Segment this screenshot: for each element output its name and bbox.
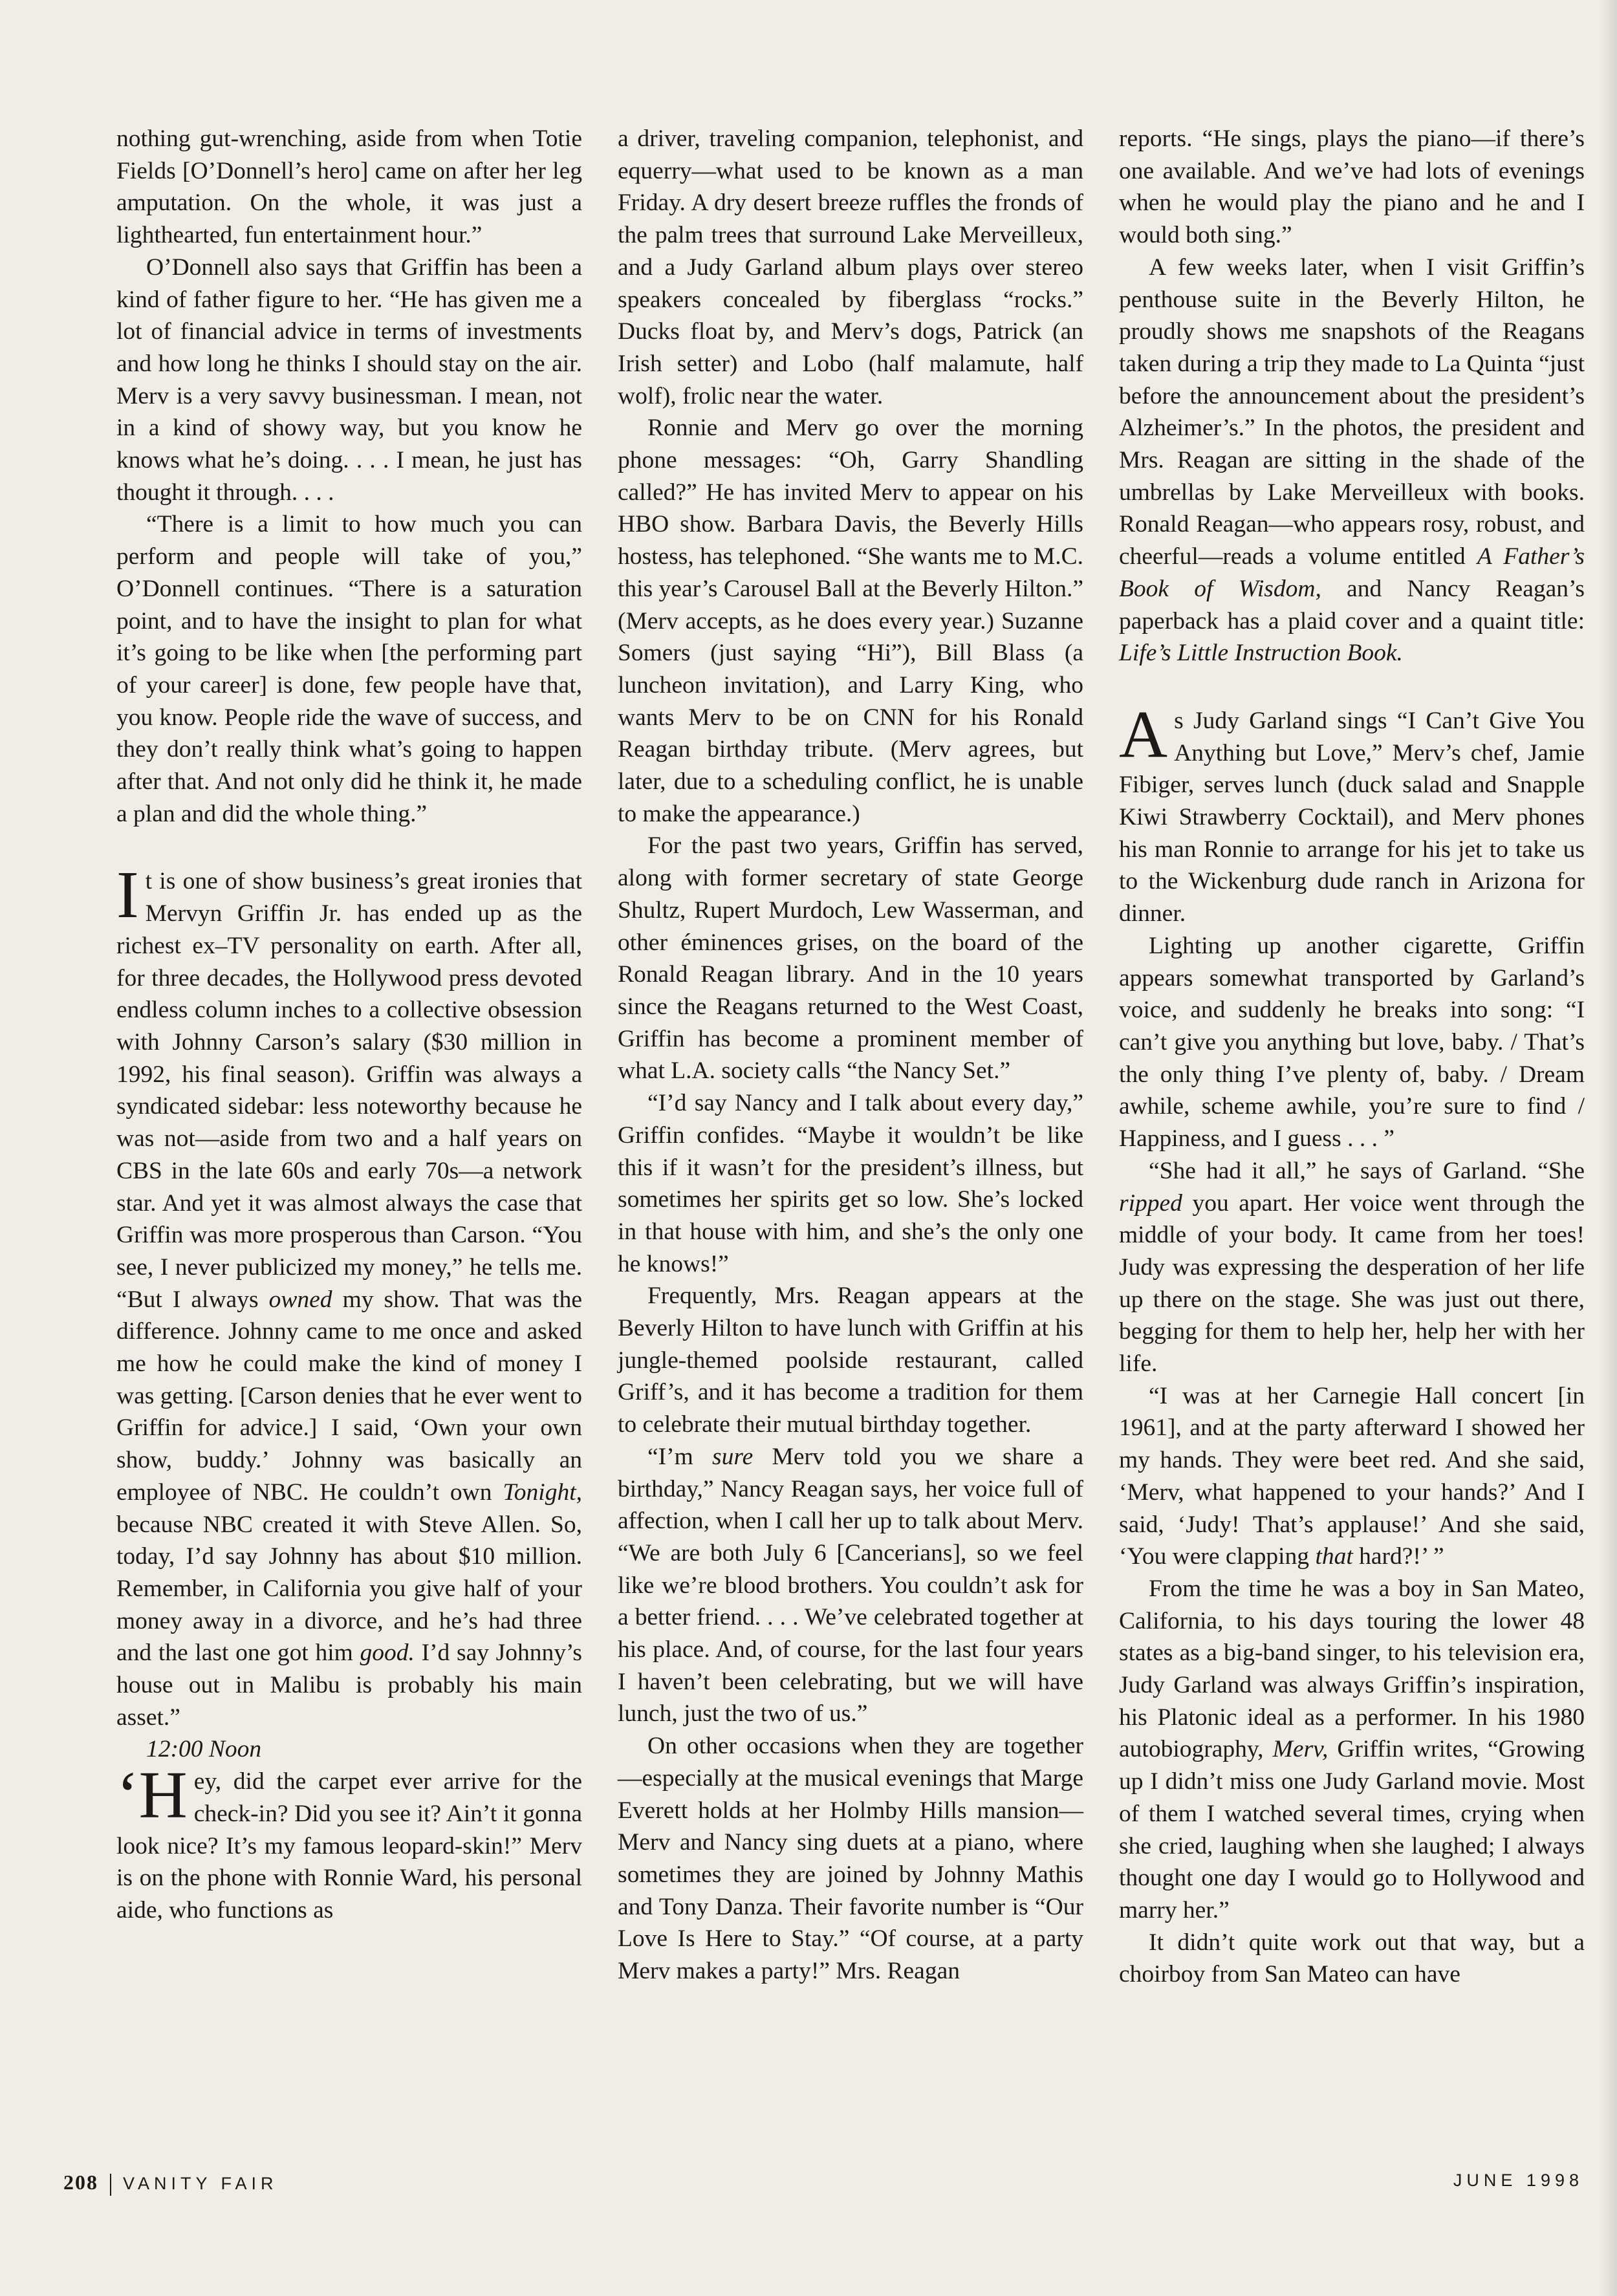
paragraph	[1119, 1380, 1585, 1573]
paragraph	[1119, 252, 1585, 669]
italic-title: Merv,	[1272, 1736, 1329, 1763]
issue-date: JUNE 1998	[1453, 2171, 1583, 2190]
paragraph: Lighting up another cigarette, Griffin appears somewhat transported by Garland’s voice, and suddenly he breaks into song: “I can’t give you anything but love, baby. / That’s the only thing I’ve plenty of, baby. / Dream awhile, scheme awhile, you’re sure to find / Happiness, and I guess . . . ”	[1119, 932, 1585, 1153]
paragraph	[1119, 1155, 1585, 1380]
paragraph: Ronnie and Merv go over the morning phone messages: “Oh, Garry Shandling called?” He has invited Merv to appear on his HBO show. Barbara Davis, the Beverly Hills hostess, has telephoned. “She wants me to M.C. this year’s Carousel Ball at the Beverly Hilton.” (Merv accepts, as he does every year.) Suzanne Somers (just saying “Hi”), Bill Blass (a luncheon invitation), and Larry King, who wants Merv to be on CNN for his Ronald Reagan birthday tribute. (Merv agrees, but later, due to a scheduling conflict, he is unable to make the appearance.)	[618, 415, 1083, 827]
folio-divider	[110, 2174, 111, 2196]
text-column-3	[1119, 123, 1585, 1991]
paragraph: “There is a limit to how much you can perform and people will take of you,” O’Donnell continues. “There is a saturation point, and to have the insight to plan for what it’s going to be like when [the performing part of your career] is done, few people have that, you know. People ride the wave of success, and they don’t really think what’s going to happen after that. And not only did he think it, he made a plan and did the whole thing.”	[116, 511, 582, 827]
section-opening-paragraph	[116, 858, 582, 1733]
paragraph-text: Merv told you we share a birthday,” Nancy Reagan says, her voice full of affection, when I call her up to talk about Merv. “We are both July 6 [Cancerians], so we feel like we’re blood brothers. You couldn’t ask for a better friend. . . . We’ve celebrated together at his place. And, of course, for the last four years I haven’t been celebrating, but we will have lunch, just the two of us.”	[618, 1443, 1083, 1727]
paragraph-text: and Nancy Reagan’s paperback has a plaid cover and a quaint title:	[1119, 575, 1585, 634]
paragraph-text: “She had it all,” he says of Garland. “She	[1149, 1157, 1585, 1184]
page-number: 208	[63, 2171, 98, 2194]
paragraph-text: From the time he was a boy in San Mateo, California, to his days touring the lower 48 states as a big-band singer, to his television era, Judy Garland was always Griffin’s inspiration, his Platonic ideal as a performer. In his 1980 autobiography,	[1119, 1575, 1585, 1763]
drop-cap: A	[1119, 697, 1168, 772]
paragraph-text: A few weeks later, when I visit Griffin’s penthouse suite in the Beverly Hilton, he proudly shows me snapshots of the Reagans taken during a trip they made to La Quinta “just before the announcement about the president’s Alzheimer’s.” In the photos, the president and Mrs. Reagan are sitting in the shade of the umbrellas by Lake Merveilleux with books. Ronald Reagan—who appears rosy, robust, and cheerful—reads a volume entitled	[1119, 254, 1585, 570]
drop-cap: ‘H	[116, 1758, 188, 1833]
emphasis-text: sure	[712, 1443, 754, 1470]
page-folio	[63, 2171, 278, 2196]
section-opening-paragraph	[1119, 697, 1585, 930]
paragraph: O’Donnell also says that Griffin has been a kind of father figure to her. “He has given me a lot of financial advice in terms of investments and how long he thinks I should stay on the air. Merv is a very savvy businessman. I mean, not in a kind of showy way, but you know he knows what he’s doing. . . . I mean, he just has thought it through. . . .	[116, 254, 582, 506]
italic-title: Life’s Little Instruction Book.	[1119, 640, 1403, 667]
text-column-2	[618, 123, 1083, 1987]
paragraph-text: “I’m	[647, 1443, 713, 1470]
paragraph: On other occasions when they are together—especially at the musical evenings that Marge Everett holds at her Holmby Hills mansion—Merv and Nancy sing duets at a piano, where sometimes they are joined by Johnny Mathis and Tony Danza. Their favorite number is “Our Love Is Here to Stay.” “Of course, at a party Merv makes a party!” Mrs. Reagan	[618, 1733, 1083, 1985]
paragraph	[1119, 1573, 1585, 1927]
paragraph-text: hard?!’ ”	[1352, 1543, 1444, 1570]
paragraph-text: my show. That was the difference. Johnny came to me once and asked me how he could make the kind of money I was getting. [Carson denies that he ever went to Griffin for advice.] I said, ‘Own your own show, buddy.’ Johnny was basically an employee of NBC. He couldn’t own	[116, 1286, 582, 1506]
paragraph-text: “I was at her Carnegie Hall concert [in 1961], and at the party afterward I showed her my hands. They were beet red. And she said, ‘Merv, what happened to your hands?’ And I said, ‘Judy! That’s applause!’ And she said, ‘You were clapping	[1119, 1382, 1585, 1570]
magazine-name: VANITY FAIR	[123, 2174, 278, 2193]
paragraph: It didn’t quite work out that way, but a choirboy from San Mateo can have	[1119, 1929, 1585, 1988]
paragraph: “I’d say Nancy and I talk about every day,” Griffin confides. “Maybe it wouldn’t be like this if it wasn’t for the president’s illness, but sometimes her spirits get so low. She’s locked in that house with him, and she’s the only one he knows!”	[618, 1090, 1083, 1277]
section-timestamp: 12:00 Noon	[146, 1736, 262, 1763]
paragraph-text: t is one of show business’s great ironies that Mervyn Griffin Jr. has ended up as the richest ex–TV personality on earth. After all, for three decades, the Hollywood press devoted endless column inches to a collective obsession with Johnny Carson’s salary ($30 million in 1992, his final season). Griffin was always a syndicated sidebar: less noteworthy because he was not—aside from two and a half years on CBS in the late 60s and early 70s—a network star. And yet it was almost always the case that Griffin was more prosperous than Carson. “You see, I never publicized my money,” he tells me. “But I always	[116, 868, 582, 1313]
page-edge-shadow	[1599, 0, 1617, 2296]
paragraph-text: Griffin writes, “Growing up I didn’t miss one Judy Garland movie. Most of them I watched several times, crying when she cried, laughing when she laughed; I always thought one day I would go to Hollywood and marry her.”	[1119, 1736, 1585, 1923]
drop-cap: I	[116, 858, 139, 933]
paragraph	[618, 1441, 1083, 1730]
emphasis-text: owned	[268, 1286, 332, 1313]
paragraph-text: ey, did the carpet ever arrive for the check-in? Did you see it? Ain’t it gonna look nice? It’s my famous leopard-skin!” Merv is on the phone with Ronnie Ward, his personal aide, who functions as	[116, 1768, 582, 1923]
emphasis-text: good.	[360, 1640, 415, 1667]
paragraph: nothing gut-wrenching, aside from when Totie Fields [O’Donnell’s hero] came on after her leg amputation. On the whole, it was just a lighthearted, fun entertainment hour.”	[116, 125, 582, 249]
paragraph-text: you apart. Her voice went through the middle of your body. It came from her toes! Judy was expressing the desperation of her life up there on the stage. She was just out there, begging for them to help her, help her with her life.	[1119, 1189, 1585, 1378]
paragraph: Frequently, Mrs. Reagan appears at the Beverly Hilton to have lunch with Griffin at his jungle-themed poolside restaurant, called Griff’s, and it has become a tradition for them to celebrate their mutual birthday together.	[618, 1283, 1083, 1438]
paragraph-text: I’d say Johnny’s house out in Malibu is probably his main asset.”	[116, 1640, 582, 1731]
emphasis-text: ripped	[1119, 1189, 1182, 1217]
paragraph-text: because NBC created it with Steve Allen. So, today, I’d say Johnny has about $10 million. Remember, in California you give half of your money away in a divorce, and he’s had three and the last one got him	[116, 1511, 582, 1667]
text-column-1	[116, 123, 582, 1927]
italic-title: A Father’s Book of Wisdom,	[1119, 543, 1585, 602]
paragraph: reports. “He sings, plays the piano—if there’s one available. And we’ve had lots of evenings when he would play the piano and he and I would both sing.”	[1119, 125, 1585, 249]
section-opening-paragraph	[116, 1758, 582, 1927]
italic-title: Tonight,	[503, 1478, 582, 1506]
paragraph: For the past two years, Griffin has served, along with former secretary of state George Shultz, Rupert Murdoch, Lew Wasserman, and other éminences grises, on the board of the Ronald Reagan library. And in the 10 years since the Reagans returned to the West Coast, Griffin has become a prominent member of what L.A. society calls “the Nancy Set.”	[618, 832, 1083, 1085]
paragraph: a driver, traveling companion, telephonist, and equerry—what used to be known as a man Friday. A dry desert breeze ruffles the fronds of the palm trees that surround Lake Merveilleux, and a Judy Garland album plays over stereo speakers concealed by fiberglass “rocks.” Ducks float by, and Merv’s dogs, Patrick (an Irish setter) and Lobo (half malamute, half wolf), frolic near the water.	[618, 125, 1083, 409]
emphasis-text: that	[1315, 1543, 1353, 1570]
paragraph-text: s Judy Garland sings “I Can’t Give You Anything but Love,” Merv’s chef, Jamie Fibiger, serves lunch (duck salad and Snapple Kiwi Strawberry Cocktail), and Merv phones his man Ronnie to arrange for his jet to take us to the Wickenburg dude ranch in Arizona for dinner.	[1119, 707, 1585, 927]
